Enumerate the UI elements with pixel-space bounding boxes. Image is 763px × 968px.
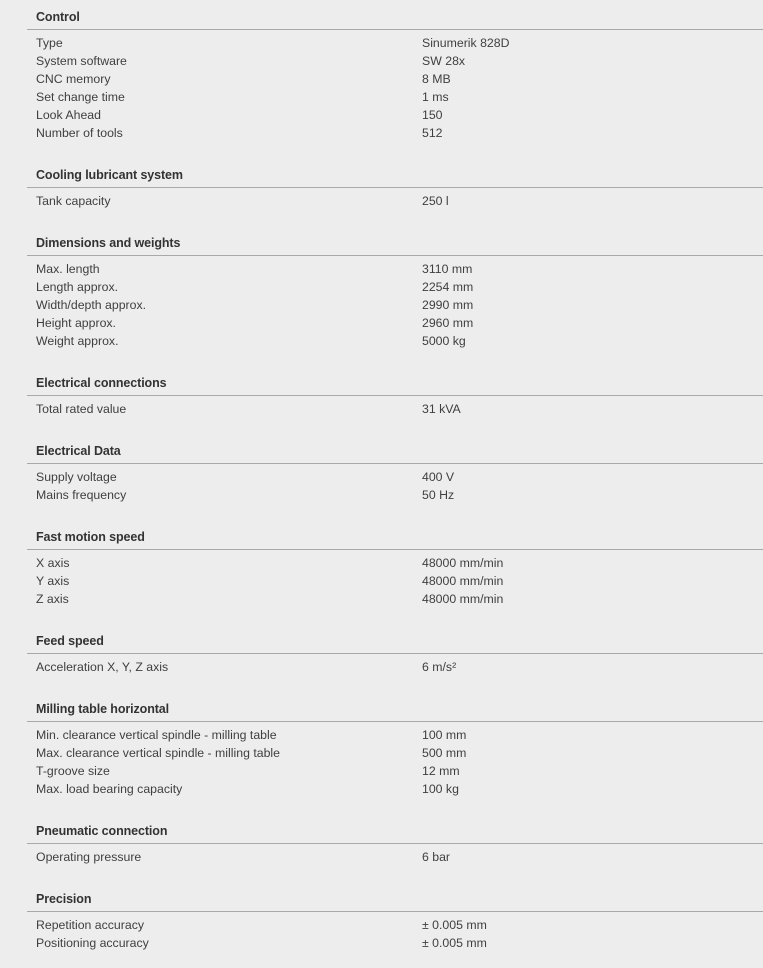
spec-section [27, 814, 763, 882]
section-title: Feed speed [27, 624, 763, 654]
spec-value: 48000 mm/min [422, 574, 504, 588]
spec-section [27, 434, 763, 520]
spec-label: Width/depth approx. [36, 298, 147, 312]
spec-rows [27, 912, 763, 968]
spec-value: 1 ms [422, 90, 449, 104]
spec-row [27, 192, 763, 210]
spec-label: Total rated value [36, 402, 127, 416]
section-title: Precision [27, 882, 763, 912]
spec-label: Height approx. [36, 316, 116, 330]
spec-value: 50 Hz [422, 488, 455, 502]
spec-label: Z axis [36, 592, 69, 606]
spec-label: Max. load bearing capacity [36, 782, 183, 796]
spec-label: Set change time [36, 90, 125, 104]
spec-label: System software [36, 54, 127, 68]
spec-rows [27, 396, 763, 434]
spec-value: 2990 mm [422, 298, 474, 312]
spec-label: Mains frequency [36, 488, 127, 502]
spec-row [27, 780, 763, 798]
spec-rows [27, 30, 763, 158]
section-title: Cooling lubricant system [27, 158, 763, 188]
spec-value: 100 kg [422, 782, 459, 796]
spec-value: 6 m/s² [422, 660, 457, 674]
spec-row [27, 296, 763, 314]
spec-row [27, 468, 763, 486]
spec-row [27, 744, 763, 762]
spec-value: 150 [422, 108, 443, 122]
spec-value: ± 0.005 mm [422, 936, 487, 950]
section-title: Pneumatic connection [27, 814, 763, 844]
spec-rows [27, 654, 763, 692]
spec-row [27, 34, 763, 52]
spec-label: Max. length [36, 262, 100, 276]
spec-rows [27, 722, 763, 814]
spec-label: Y axis [36, 574, 70, 588]
spec-section [27, 624, 763, 692]
spec-label: Weight approx. [36, 334, 119, 348]
spec-row [27, 554, 763, 572]
section-title: Milling table horizontal [27, 692, 763, 722]
spec-row [27, 278, 763, 296]
spec-value: 400 V [422, 470, 455, 484]
spec-row [27, 934, 763, 952]
section-title: Dimensions and weights [27, 226, 763, 256]
spec-label: Length approx. [36, 280, 119, 294]
spec-row [27, 658, 763, 676]
spec-label: Max. clearance vertical spindle - milling table [36, 746, 280, 760]
spec-value: ± 0.005 mm [422, 918, 487, 932]
spec-row [27, 260, 763, 278]
spec-row [27, 486, 763, 504]
spec-value: 12 mm [422, 764, 460, 778]
spec-label: Number of tools [36, 126, 123, 140]
section-title: Fast motion speed [27, 520, 763, 550]
spec-rows [27, 844, 763, 882]
spec-value: 2960 mm [422, 316, 474, 330]
spec-row [27, 590, 763, 608]
spec-label: X axis [36, 556, 70, 570]
spec-label: CNC memory [36, 72, 111, 86]
spec-row [27, 106, 763, 124]
spec-value: SW 28x [422, 54, 466, 68]
spec-row [27, 762, 763, 780]
spec-row [27, 400, 763, 418]
spec-rows [27, 550, 763, 624]
spec-label: Operating pressure [36, 850, 142, 864]
spec-row [27, 70, 763, 88]
spec-label: Repetition accuracy [36, 918, 144, 932]
spec-row [27, 726, 763, 744]
spec-label: Look Ahead [36, 108, 101, 122]
spec-label: Supply voltage [36, 470, 117, 484]
spec-label: T-groove size [36, 764, 110, 778]
spec-row [27, 314, 763, 332]
section-title: Control [27, 0, 763, 30]
spec-value: 5000 kg [422, 334, 466, 348]
spec-value: 48000 mm/min [422, 556, 504, 570]
spec-rows [27, 464, 763, 520]
spec-section [27, 0, 763, 158]
spec-row [27, 88, 763, 106]
spec-value: 100 mm [422, 728, 467, 742]
spec-section [27, 226, 763, 366]
spec-value: 2254 mm [422, 280, 474, 294]
spec-value: 512 [422, 126, 443, 140]
spec-label: Type [36, 36, 63, 50]
spec-value: 31 kVA [422, 402, 461, 416]
spec-row [27, 848, 763, 866]
spec-rows [27, 188, 763, 226]
spec-value: 3110 mm [422, 262, 473, 276]
spec-section [27, 882, 763, 968]
spec-label: Positioning accuracy [36, 936, 149, 950]
spec-row [27, 124, 763, 142]
spec-section [27, 692, 763, 814]
spec-section [27, 520, 763, 624]
section-title: Electrical Data [27, 434, 763, 464]
spec-rows [27, 256, 763, 366]
spec-label: Tank capacity [36, 194, 111, 208]
spec-row [27, 572, 763, 590]
spec-value: Sinumerik 828D [422, 36, 510, 50]
spec-value: 6 bar [422, 850, 451, 864]
spec-value: 48000 mm/min [422, 592, 504, 606]
spec-row [27, 916, 763, 934]
spec-section [27, 366, 763, 434]
spec-section [27, 158, 763, 226]
spec-value: 250 l [422, 194, 449, 208]
spec-label: Acceleration X, Y, Z axis [36, 660, 169, 674]
spec-row [27, 332, 763, 350]
spec-label: Min. clearance vertical spindle - milling table [36, 728, 277, 742]
spec-row [27, 52, 763, 70]
spec-value: 8 MB [422, 72, 451, 86]
spec-value: 500 mm [422, 746, 467, 760]
section-title: Electrical connections [27, 366, 763, 396]
